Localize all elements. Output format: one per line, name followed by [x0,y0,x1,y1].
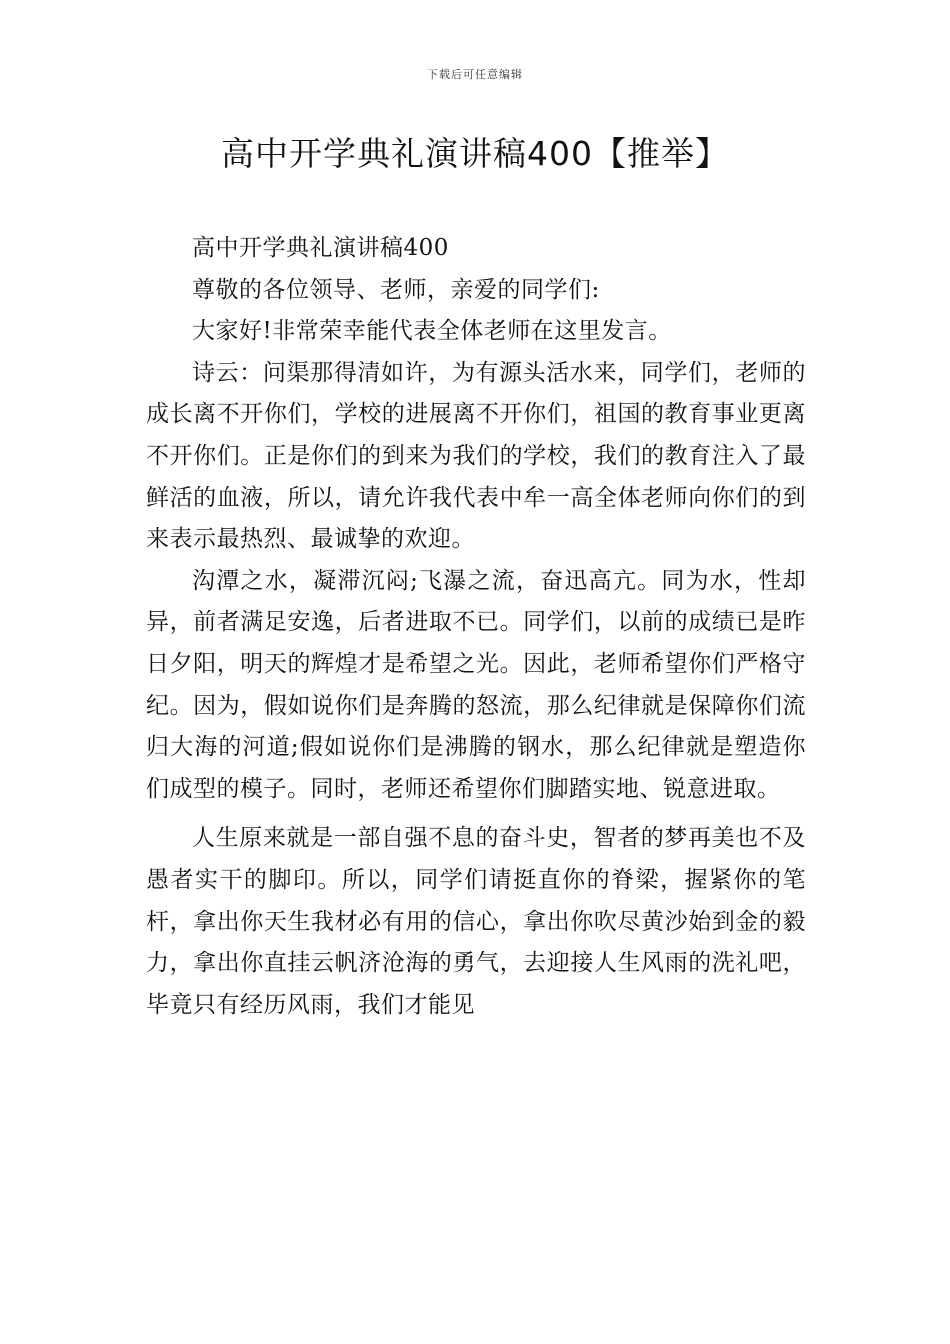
paragraph-subtitle: 高中开学典礼演讲稿400 [192,235,449,261]
paragraph-body-3: 人生原来就是一部自强不息的奋斗史，智者的梦再美也不及愚者实干的脚印。所以，同学们请挺直你的脊梁，握紧你的笔杆，拿出你天生我材必有用的信心，拿出你吹尽黄沙始到金的毅力，拿出你直挂云帆济沧海的勇气，去迎接人生风雨的洗礼吧，毕竟只有经历风雨，我们才能见 [146,825,806,1018]
document-body [146,228,806,1026]
paragraph-body-1: 诗云：问渠那得清如许，为有源头活水来，同学们，老师的成长离不开你们，学校的进展离不开你们，祖国的教育事业更离不开你们。正是你们的到来为我们的学校，我们的教育注入了最鲜活的血液，所以，请允许我代表中牟一高全体老师向你们的到来表示最热烈、最诚挚的欢迎。 [146,359,806,553]
header-note: 下载后可任意编辑 [427,68,523,81]
paragraph-greeting: 大家好!非常荣幸能代表全体老师在这里发言。 [192,318,672,345]
paragraph-body-2: 沟潭之水，凝滞沉闷;飞瀑之流，奋迅高亢。同为水，性却异，前者满足安逸，后者进取不已。同学们，以前的成绩已是昨日夕阳，明天的辉煌才是希望之光。因此，老师希望你们严格守纪。因为，假如说你们是奔腾的怒流，那么纪律就是保障你们流归大海的河道;假如说你们是沸腾的钢水，那么纪律就是塑造你们成型的模子。同时，老师还希望你们脚踏实地、锐意进取。 [146,567,806,802]
paragraph-salutation: 尊敬的各位领导、老师，亲爱的同学们: [192,276,600,303]
document-title: 高中开学典礼演讲稿400【推举】 [221,134,729,173]
